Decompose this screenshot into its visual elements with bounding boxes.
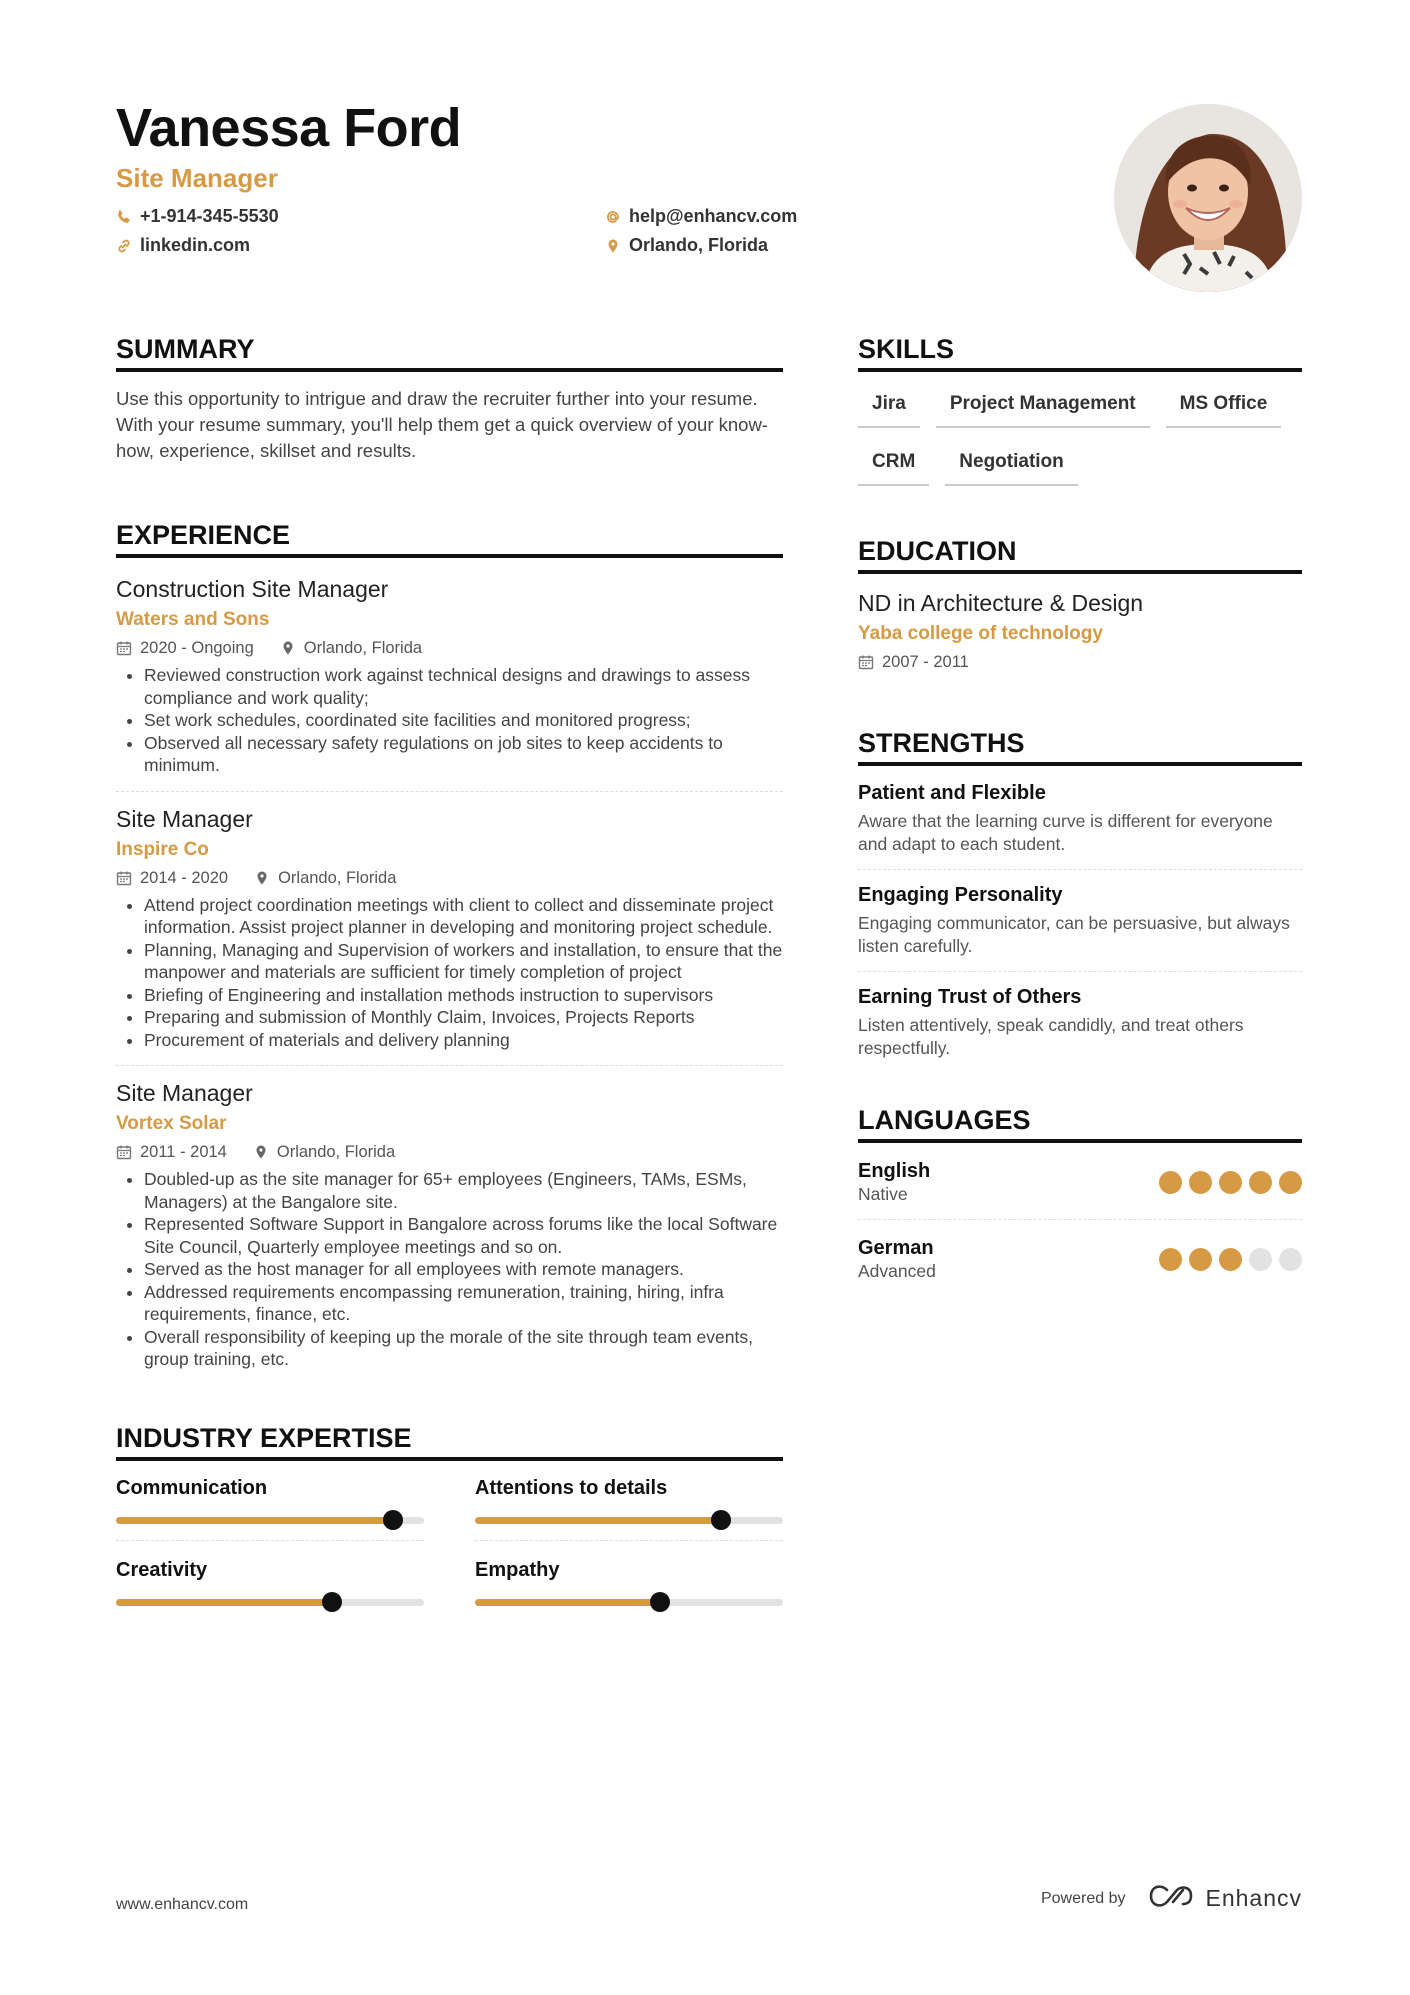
language-rating (1152, 1248, 1302, 1271)
rating-dot (1219, 1248, 1242, 1271)
expertise-bar (475, 1517, 783, 1524)
bullet-item: • Preparing and submission of Monthly Claim, Invoices, Projects Reports (144, 1006, 783, 1029)
language-item (858, 1159, 1302, 1205)
rating-dot (1279, 1171, 1302, 1194)
rating-dot (1219, 1171, 1242, 1194)
strength-title: Engaging Personality (858, 884, 1063, 906)
strength-title: Earning Trust of Others (858, 986, 1082, 1008)
bullet-item: • Observed all necessary safety regulations on job sites to keep accidents to minimum. (144, 732, 783, 777)
expertise-bar (116, 1599, 424, 1606)
experience-section (116, 520, 783, 1371)
languages-section (858, 1105, 1302, 1282)
skills-list (858, 384, 1302, 500)
job-title: Site Manager (116, 1080, 253, 1106)
email-text: help@enhancv.com (629, 206, 798, 226)
expertise-item (116, 1557, 424, 1622)
contact-email[interactable] (605, 206, 905, 227)
job-bullets (116, 664, 783, 777)
divider (116, 1065, 783, 1066)
bullet-item: • Served as the host manager for all employees with remote managers. (144, 1258, 783, 1281)
company-name: Waters and Sons (116, 609, 270, 630)
company-name: Vortex Solar (116, 1113, 227, 1134)
bullet-item: • Planning, Managing and Supervision of workers and installation, to ensure that the manpower and materials are sufficient for timely completion of project (144, 939, 783, 984)
footer-branding (1041, 1884, 1302, 1913)
languages-heading: LANGUAGES (858, 1105, 1302, 1143)
expertise-bar (475, 1599, 783, 1606)
calendar-icon (116, 1144, 132, 1160)
experience-item (116, 1078, 783, 1371)
bullet-item: • Reviewed construction work against technical designs and drawings to assess compliance and work quality; (144, 664, 783, 709)
phone-icon (116, 209, 132, 225)
job-meta (116, 638, 783, 658)
location-pin-icon (280, 640, 296, 656)
slider-knob (650, 1592, 670, 1612)
strength-item (858, 984, 1302, 1059)
job-title: Site Manager (116, 805, 253, 832)
footer-website[interactable]: www.enhancv.com (116, 1896, 249, 1913)
avatar (1114, 104, 1302, 292)
expertise-name: Creativity (116, 1558, 208, 1581)
location-pin-icon (254, 870, 270, 886)
bullet-item: • Doubled-up as the site manager for 65+ employees (Engineers, TAMs, ESMs, Managers) at the Bangalore site. (144, 1168, 783, 1213)
job-location: Orlando, Florida (303, 639, 423, 657)
job-meta (116, 868, 783, 888)
summary-section (116, 334, 783, 464)
expertise-name: Empathy (475, 1558, 560, 1581)
strength-desc: Listen attentively, speak candidly, and treat others respectfully. (858, 1015, 1244, 1058)
skill-tag: MS Office (1166, 384, 1282, 428)
slider-knob (711, 1510, 731, 1530)
expertise-item (475, 1557, 783, 1622)
location-text: Orlando, Florida (629, 235, 769, 255)
expertise-item (116, 1475, 424, 1541)
education-heading: EDUCATION (858, 536, 1302, 574)
strength-item (858, 882, 1302, 957)
calendar-icon (858, 654, 874, 670)
job-bullets (116, 1168, 783, 1371)
linkedin-text: linkedin.com (140, 235, 251, 255)
expertise-bar (116, 1517, 424, 1524)
calendar-icon (116, 640, 132, 656)
job-dates: 2020 - Ongoing (140, 639, 254, 657)
strengths-heading: STRENGTHS (858, 728, 1302, 766)
rating-dot (1279, 1248, 1302, 1271)
language-level: Native (858, 1184, 908, 1204)
experience-item (116, 574, 783, 777)
expertise-grid (116, 1475, 783, 1622)
skills-section (858, 334, 1302, 500)
link-icon (116, 238, 132, 254)
contact-linkedin[interactable] (116, 235, 605, 256)
education-dates: 2007 - 2011 (882, 653, 969, 671)
strength-desc: Aware that the learning curve is different for everyone and adapt to each student. (858, 811, 1273, 854)
skill-tag: Project Management (936, 384, 1150, 428)
bullet-item: • Addressed requirements encompassing remuneration, training, hiring, infra requirements, finance, etc. (144, 1281, 783, 1326)
phone-text: +1-914-345-5530 (140, 206, 279, 226)
skill-tag: Jira (858, 384, 920, 428)
rating-dot (1189, 1171, 1212, 1194)
brand-name: Enhancv (1205, 1885, 1302, 1911)
calendar-icon (116, 870, 132, 886)
education-meta (858, 652, 1302, 672)
skills-heading: SKILLS (858, 334, 1302, 372)
contact-phone[interactable] (116, 206, 605, 227)
bullet-item: • Set work schedules, coordinated site facilities and monitored progress; (144, 709, 783, 732)
candidate-title: Site Manager (116, 163, 278, 193)
education-section (858, 536, 1302, 672)
at-icon (605, 209, 621, 225)
bullet-item: • Attend project coordination meetings with client to collect and disseminate project information. Assist project planner in developing and monitoring project schedule. (144, 894, 783, 939)
left-column (116, 334, 783, 1622)
skill-tag: CRM (858, 442, 929, 486)
language-info (858, 1236, 936, 1282)
job-meta (116, 1142, 783, 1162)
bullet-item: • Represented Software Support in Bangalore across forums like the local Software Site Council, Quarterly employee meetings and so on. (144, 1213, 783, 1258)
rating-dot (1159, 1171, 1182, 1194)
rating-dot (1249, 1248, 1272, 1271)
strength-item (858, 780, 1302, 855)
language-item (858, 1236, 1302, 1282)
expertise-heading: INDUSTRY EXPERTISE (116, 1423, 783, 1461)
expertise-name: Communication (116, 1476, 268, 1499)
language-level: Advanced (858, 1261, 936, 1281)
job-bullets (116, 894, 783, 1052)
location-pin-icon (605, 238, 621, 254)
expertise-section (116, 1423, 783, 1622)
slider-knob (322, 1592, 342, 1612)
language-rating (1152, 1171, 1302, 1194)
job-title: Construction Site Manager (116, 576, 389, 602)
school-name: Yaba college of technology (858, 623, 1103, 644)
divider (116, 791, 783, 792)
resume-header (116, 96, 1016, 256)
divider (858, 869, 1302, 870)
expertise-name: Attentions to details (475, 1476, 668, 1499)
candidate-name: Vanessa Ford (116, 98, 462, 158)
experience-item (116, 804, 783, 1052)
summary-heading: SUMMARY (116, 334, 783, 372)
rating-dot (1189, 1248, 1212, 1271)
job-dates: 2011 - 2014 (140, 1143, 227, 1161)
right-column (858, 334, 1302, 1282)
language-name: English (858, 1160, 931, 1182)
bullet-item: • Briefing of Engineering and installation methods instruction to supervisors (144, 984, 783, 1007)
strength-title: Patient and Flexible (858, 782, 1046, 804)
summary-text: Use this opportunity to intrigue and draw the recruiter further into your resume. With your resume summary, you'll help them get a quick overview of your know-how, experience, skillset and results. (116, 388, 768, 461)
rating-dot (1249, 1171, 1272, 1194)
location-pin-icon (253, 1144, 269, 1160)
language-name: German (858, 1237, 934, 1259)
experience-heading: EXPERIENCE (116, 520, 783, 558)
powered-by-text: Powered by (1040, 1889, 1126, 1907)
bullet-item: • Overall responsibility of keeping up the morale of the site through team events, group training, etc. (144, 1326, 783, 1371)
skill-tag: Negotiation (945, 442, 1078, 486)
enhancv-logo-icon (1147, 1884, 1195, 1913)
job-location: Orlando, Florida (276, 1143, 396, 1161)
slider-knob (383, 1510, 403, 1530)
contact-list (116, 206, 1016, 256)
strengths-section (858, 728, 1302, 1059)
strength-desc: Engaging communicator, can be persuasive, but always listen carefully. (858, 913, 1290, 956)
degree-title: ND in Architecture & Design (858, 590, 1144, 616)
expertise-item (475, 1475, 783, 1541)
job-dates: 2014 - 2020 (140, 868, 229, 887)
divider (858, 1219, 1302, 1220)
bullet-item: • Procurement of materials and delivery planning (144, 1029, 783, 1052)
divider (858, 971, 1302, 972)
language-info (858, 1159, 930, 1205)
rating-dot (1159, 1248, 1182, 1271)
company-name: Inspire Co (116, 838, 209, 860)
job-location: Orlando, Florida (278, 868, 397, 887)
contact-location (605, 235, 905, 256)
